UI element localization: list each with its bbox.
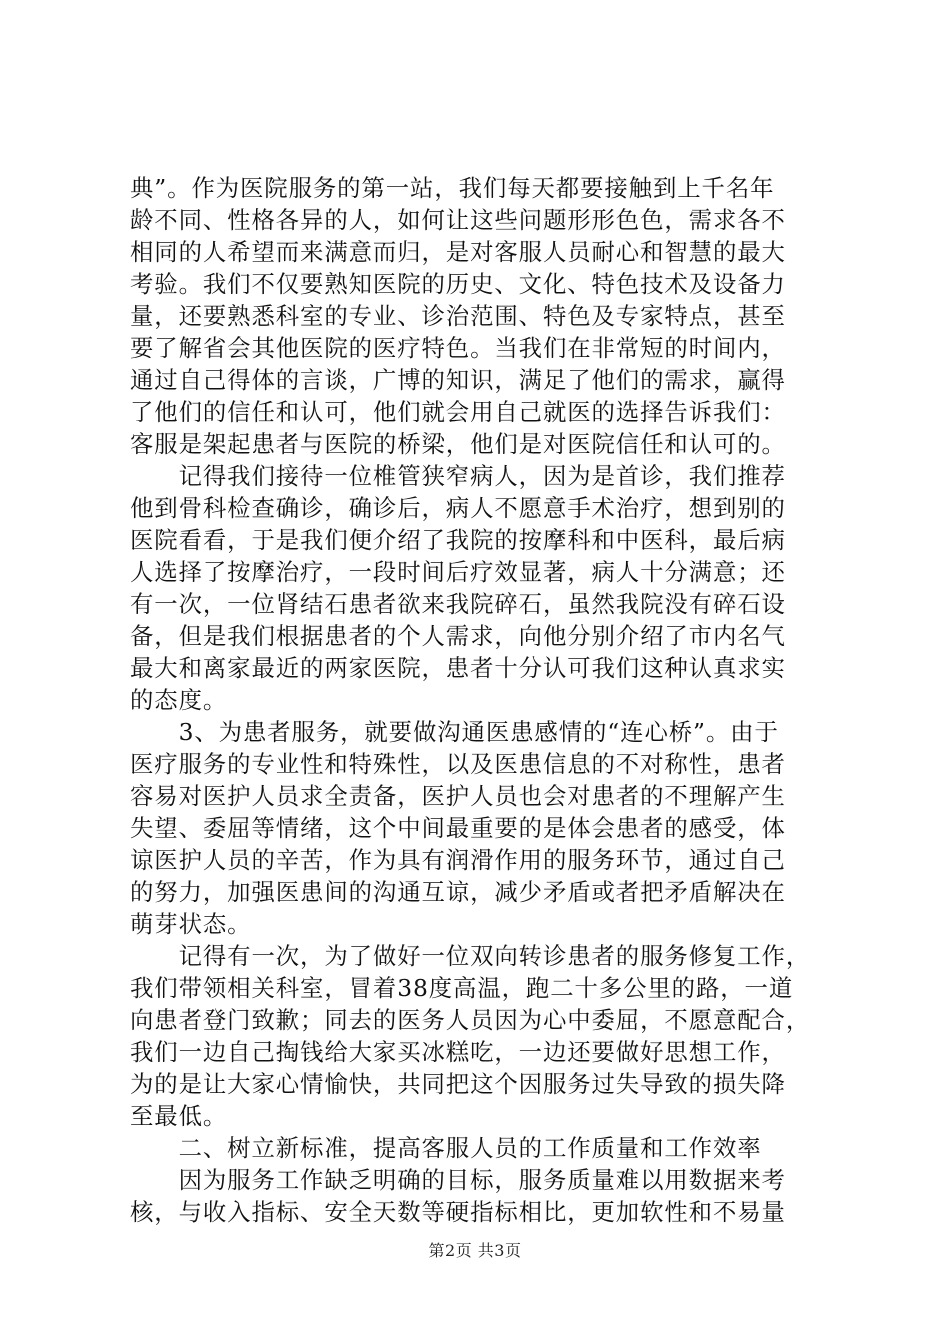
text-line: 了他们的信任和认可，他们就会用自己就医的选择告诉我们： xyxy=(130,398,786,426)
text-line: 记得我们接待一位椎管狭窄病人，因为是首诊，我们推荐 xyxy=(130,462,786,490)
text-line: 我们带领相关科室，冒着38度高温，跑二十多公里的路，一道 xyxy=(130,974,794,1002)
text-line: 的态度。 xyxy=(130,686,228,714)
text-line: 的努力，加强医患间的沟通互谅，减少矛盾或者把矛盾解决在 xyxy=(130,878,786,906)
text-line: 萌芽状态。 xyxy=(130,910,252,938)
text-line: 容易对医护人员求全责备，医护人员也会对患者的不理解产生 xyxy=(130,782,786,810)
text-line: 量，还要熟悉科室的专业、诊治范围、特色及专家特点，甚至 xyxy=(130,302,786,330)
text-line: 3、为患者服务，就要做沟通医患感情的“连心桥”。由于 xyxy=(130,718,779,746)
text-line: 医疗服务的专业性和特殊性，以及医患信息的不对称性，患者 xyxy=(130,750,786,778)
text-line: 他到骨科检查确诊，确诊后，病人不愿意手术治疗，想到别的 xyxy=(130,494,786,522)
text-line: 为的是让大家心情愉快，共同把这个因服务过失导致的损失降 xyxy=(130,1070,786,1098)
text-line: 因为服务工作缺乏明确的目标，服务质量难以用数据来考 xyxy=(130,1166,786,1194)
text-line: 向患者登门致歉；同去的医务人员因为心中委屈，不愿意配合， xyxy=(130,1006,811,1034)
text-line: 人选择了按摩治疗，一段时间后疗效显著，病人十分满意；还 xyxy=(130,558,786,586)
text-line: 考验。我们不仅要熟知医院的历史、文化、特色技术及设备力 xyxy=(130,270,786,298)
page-number: 第2页 共3页 xyxy=(428,1241,522,1260)
text-line: 要了解省会其他医院的医疗特色。当我们在非常短的时间内， xyxy=(130,334,786,362)
text-line: 备，但是我们根据患者的个人需求，向他分别介绍了市内名气 xyxy=(130,622,786,650)
text-line: 谅医护人员的辛苦，作为具有润滑作用的服务环节，通过自己 xyxy=(130,846,786,874)
text-line: 最大和离家最近的两家医院，患者十分认可我们这种认真求实 xyxy=(130,654,786,682)
text-line: 相同的人希望而来满意而归，是对客服人员耐心和智慧的最大 xyxy=(130,238,786,266)
text-line: 有一次，一位肾结石患者欲来我院碎石，虽然我院没有碎石设 xyxy=(130,590,786,618)
text-line: 核，与收入指标、安全天数等硬指标相比，更加软性和不易量 xyxy=(130,1198,786,1226)
text-line: 龄不同、性格各异的人，如何让这些问题形形色色，需求各不 xyxy=(130,206,786,234)
text-line: 典”。作为医院服务的第一站，我们每天都要接触到上千名年 xyxy=(130,174,775,202)
text-line: 记得有一次，为了做好一位双向转诊患者的服务修复工作， xyxy=(130,942,811,970)
text-line: 医院看看，于是我们便介绍了我院的按摩科和中医科，最后病 xyxy=(130,526,786,554)
text-line: 二、树立新标准，提高客服人员的工作质量和工作效率 xyxy=(130,1134,762,1162)
text-line: 通过自己得体的言谈，广博的知识，满足了他们的需求，赢得 xyxy=(130,366,786,394)
text-line: 至最低。 xyxy=(130,1102,228,1130)
text-line: 失望、委屈等情绪，这个中间最重要的是体会患者的感受，体 xyxy=(130,814,786,842)
text-line: 客服是架起患者与医院的桥梁，他们是对医院信任和认可的。 xyxy=(130,430,786,458)
text-line: 我们一边自己掏钱给大家买冰糕吃，一边还要做好思想工作， xyxy=(130,1038,786,1066)
body-text xyxy=(130,172,830,1228)
